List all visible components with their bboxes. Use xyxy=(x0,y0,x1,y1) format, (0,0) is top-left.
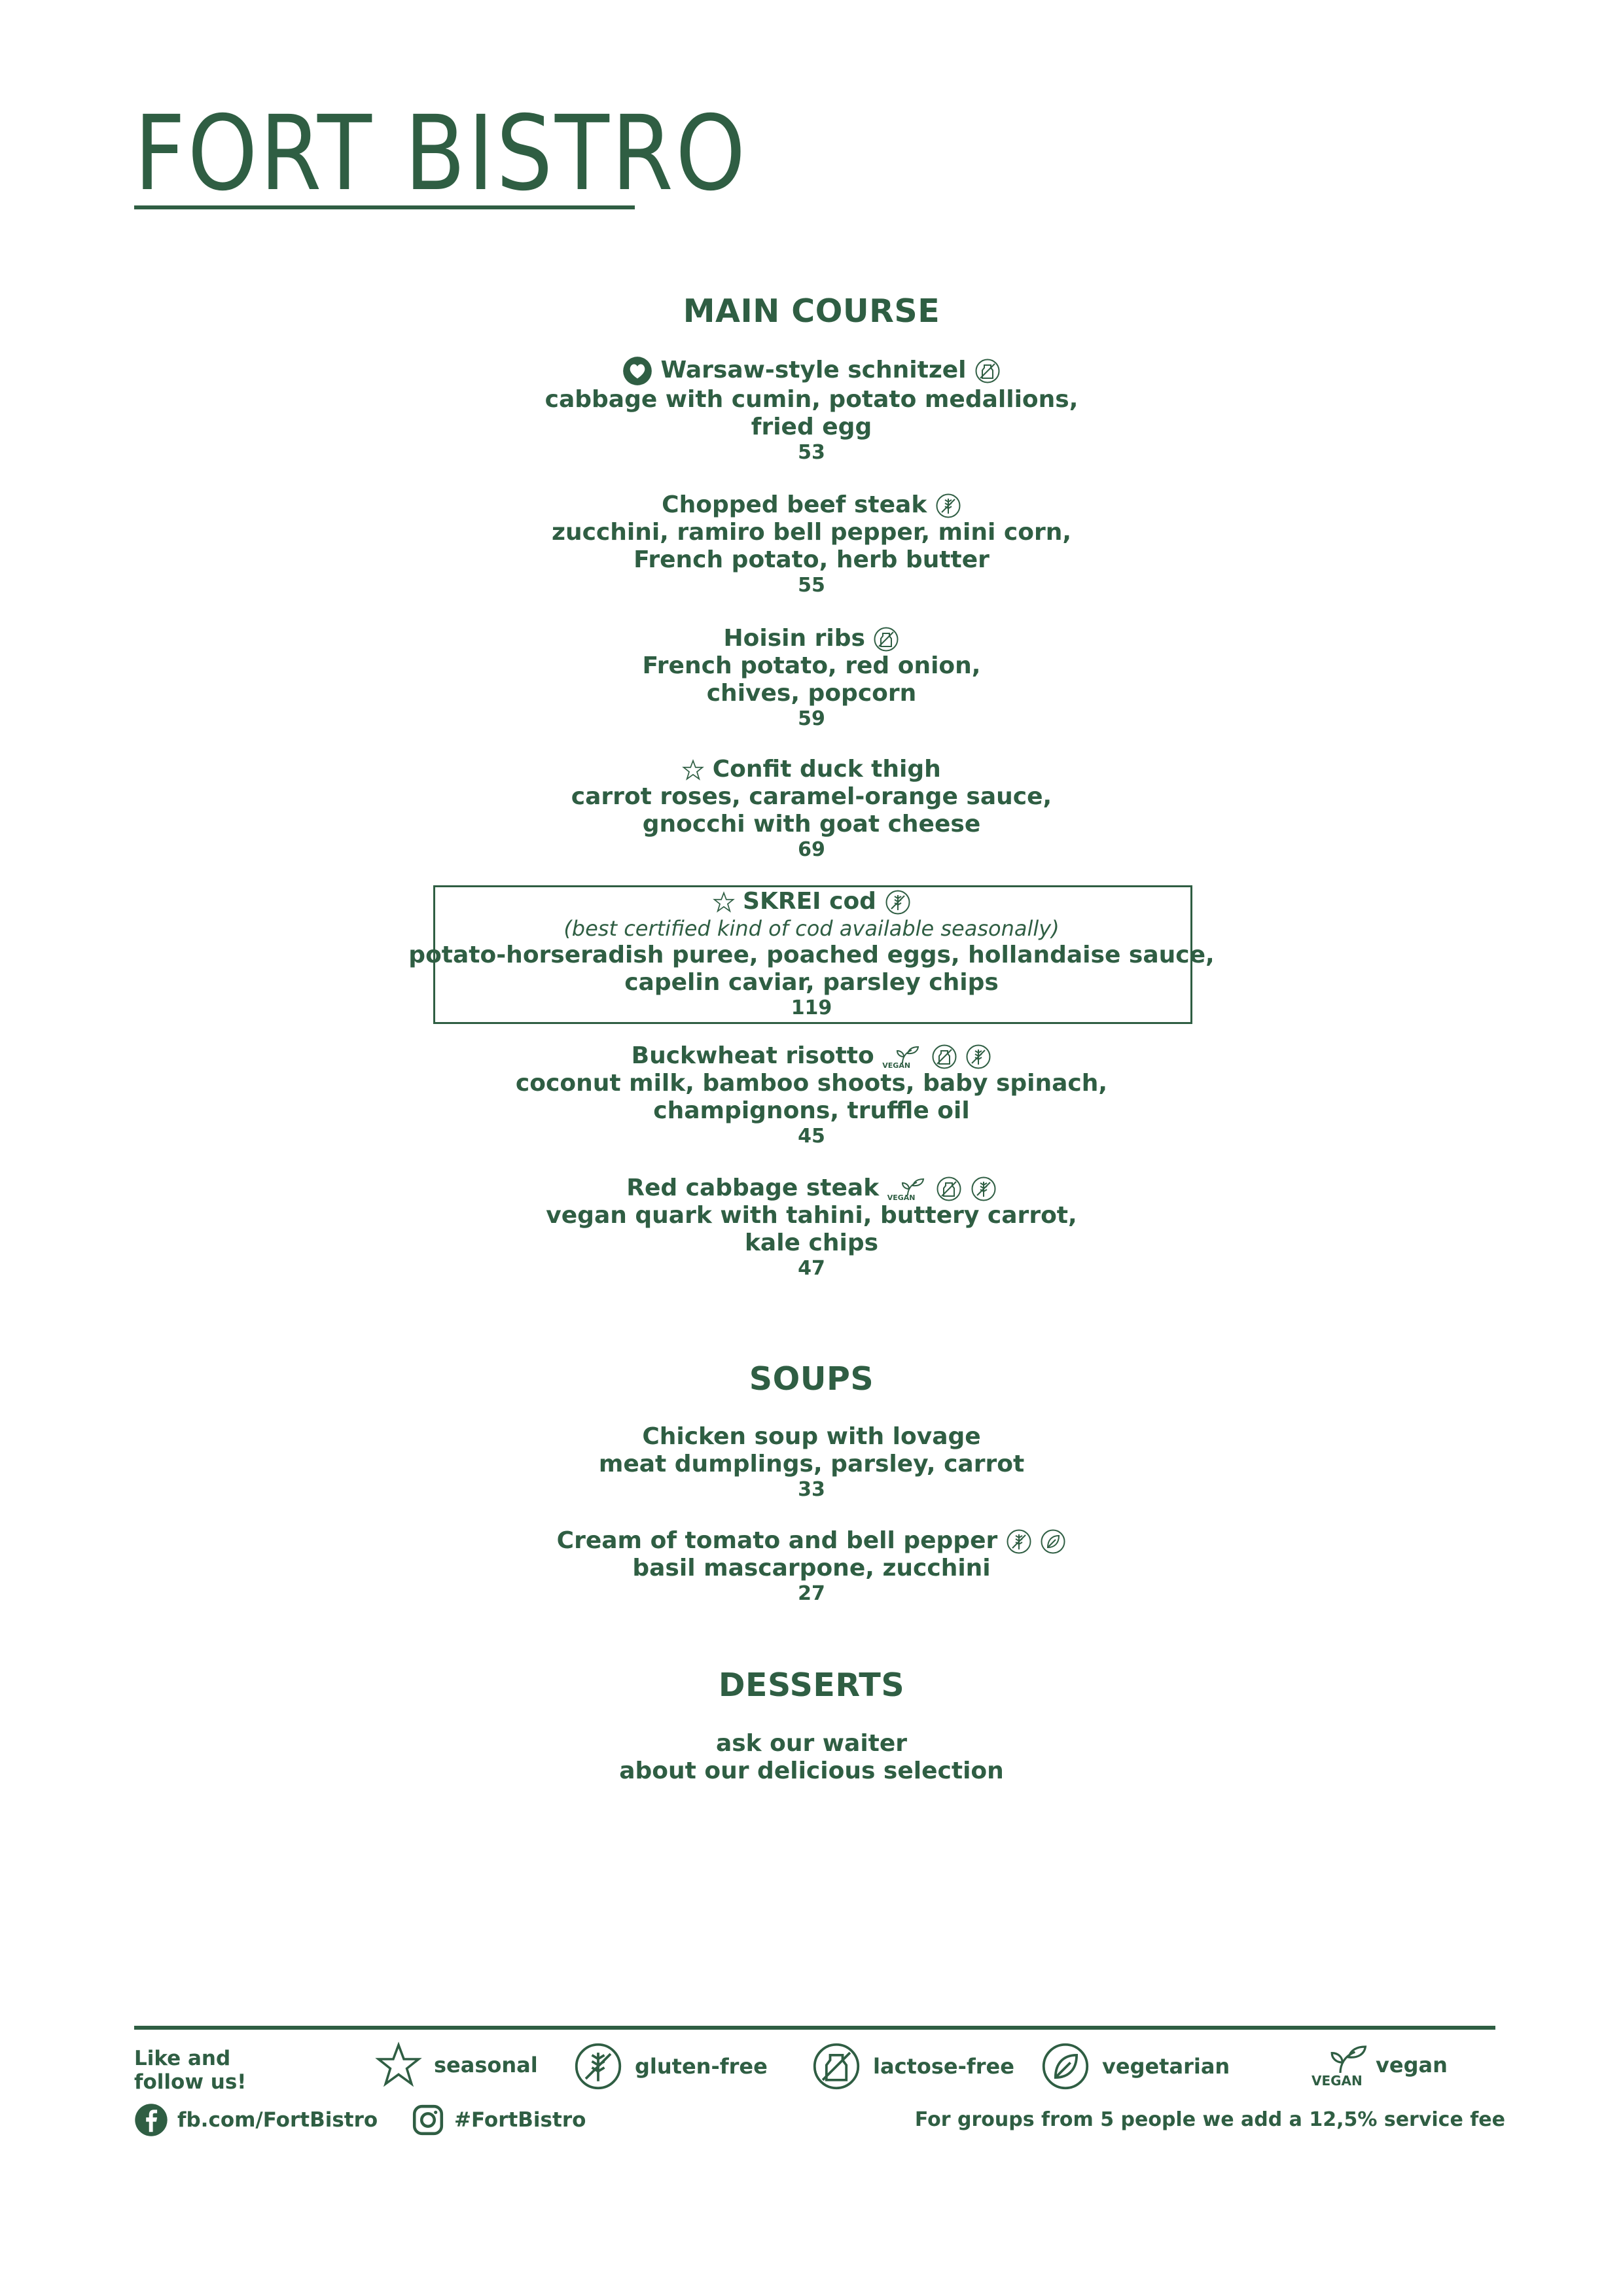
lactose-free-icon xyxy=(873,626,899,652)
dish-name-row xyxy=(0,1527,1623,1555)
dish-description: champignons, truffle oil xyxy=(653,1097,970,1124)
dish-description: French potato, red onion, xyxy=(642,652,981,679)
dish-description: capelin caviar, parsley chips xyxy=(624,969,999,996)
dish-warsaw-schnitzel xyxy=(0,356,1623,465)
dish-name: Cream of tomato and bell pepper xyxy=(556,1527,998,1554)
dish-description: cabbage with cumin, potato medallions, xyxy=(544,386,1079,413)
dish-chicken-soup xyxy=(0,1423,1623,1502)
vegan-icon xyxy=(1309,2041,1372,2089)
star-icon xyxy=(375,2041,422,2089)
lactose-free-icon xyxy=(974,358,1001,384)
vegan-mark: VEGAN xyxy=(882,1061,911,1070)
dish-description: meat dumplings, parsley, carrot xyxy=(598,1451,1025,1477)
dish-name-row xyxy=(0,888,1623,915)
dish-confit-duck-thigh xyxy=(0,756,1623,862)
legend-label: seasonal xyxy=(434,2053,538,2077)
dish-hoisin-ribs xyxy=(0,625,1623,731)
brand-logo xyxy=(134,94,748,214)
vegan-mark: VEGAN xyxy=(887,1193,916,1202)
gluten-free-icon xyxy=(573,2041,623,2091)
dish-description: potato-horseradish puree, poached eggs, hollandaise sauce, xyxy=(408,942,1215,968)
dish-description: vegan quark with tahini, buttery carrot, xyxy=(546,1202,1077,1229)
dish-name-row xyxy=(0,356,1623,386)
desserts-info xyxy=(0,1730,1623,1785)
legend-label: lactose-free xyxy=(873,2054,1014,2079)
legend-lactose-free xyxy=(812,2041,1014,2091)
dish-skrei-cod xyxy=(0,888,1623,1020)
dish-description: fried egg xyxy=(751,414,872,440)
dish-name: Chopped beef steak xyxy=(662,491,927,518)
section-title-desserts: DESSERTS xyxy=(718,1667,905,1704)
dish-name-row xyxy=(0,1042,1623,1070)
legend-label: gluten-free xyxy=(635,2054,768,2079)
gluten-free-icon xyxy=(885,889,911,915)
like-follow-text-2: follow us! xyxy=(134,2070,247,2094)
facebook-icon xyxy=(134,2103,168,2137)
dish-price: 53 xyxy=(798,441,825,464)
dish-name: Chicken soup with lovage xyxy=(642,1423,981,1450)
dish-cream-of-tomato xyxy=(0,1527,1623,1606)
dish-price: 119 xyxy=(791,997,832,1019)
vegan-icon xyxy=(882,1044,923,1070)
vegetarian-icon xyxy=(1040,1528,1066,1555)
brand-name: FORT BISTRO xyxy=(134,94,748,214)
facebook-handle: fb.com/FortBistro xyxy=(177,2108,378,2132)
desserts-line: about our delicious selection xyxy=(619,1757,1004,1784)
dish-chopped-beef-steak xyxy=(0,491,1623,597)
legend-vegan xyxy=(1309,2041,1448,2089)
heart-icon xyxy=(622,356,652,386)
star-icon xyxy=(682,759,704,781)
facebook-link[interactable] xyxy=(134,2103,378,2137)
dish-red-cabbage-steak xyxy=(0,1174,1623,1280)
instagram-handle: #FortBistro xyxy=(454,2108,586,2132)
legend-label: vegetarian xyxy=(1102,2054,1230,2079)
instagram-link[interactable] xyxy=(411,2103,586,2137)
dish-description: chives, popcorn xyxy=(706,680,917,707)
dish-price: 59 xyxy=(798,707,825,730)
instagram-icon xyxy=(411,2103,445,2137)
footer-divider xyxy=(134,2026,1495,2030)
dish-name: Red cabbage steak xyxy=(626,1174,880,1201)
legend-seasonal xyxy=(375,2041,538,2089)
section-title-soups: SOUPS xyxy=(749,1360,874,1398)
dish-price: 55 xyxy=(798,574,825,597)
dish-name: SKREI cod xyxy=(743,888,876,915)
dish-name-row xyxy=(0,756,1623,783)
vegan-mark: VEGAN xyxy=(1311,2073,1363,2089)
dish-name: Confit duck thigh xyxy=(712,756,941,783)
service-fee-note: For groups from 5 people we add a 12,5% service fee xyxy=(914,2108,1505,2131)
gluten-free-icon xyxy=(935,493,961,519)
vegetarian-icon xyxy=(1041,2041,1090,2091)
gluten-free-icon xyxy=(965,1044,991,1070)
section-title-main-course: MAIN COURSE xyxy=(683,292,940,330)
dish-name-row xyxy=(0,1174,1623,1202)
dish-description: gnocchi with goat cheese xyxy=(642,811,981,838)
lactose-free-icon xyxy=(812,2041,861,2091)
star-icon xyxy=(713,891,735,913)
lactose-free-icon xyxy=(936,1176,962,1202)
dish-description: basil mascarpone, zucchini xyxy=(632,1555,991,1581)
legend-vegetarian xyxy=(1041,2041,1230,2091)
dish-price: 27 xyxy=(798,1582,825,1605)
dish-description: coconut milk, bamboo shoots, baby spinach, xyxy=(515,1070,1108,1097)
dish-name-row xyxy=(0,491,1623,519)
dish-price: 47 xyxy=(798,1257,825,1280)
dish-name-row xyxy=(0,625,1623,652)
legend-gluten-free xyxy=(573,2041,768,2091)
desserts-line: ask our waiter xyxy=(715,1730,908,1757)
dish-note: (best certified kind of cod available seasonally) xyxy=(563,916,1060,941)
dish-description: French potato, herb butter xyxy=(633,546,990,573)
dish-buckwheat-risotto xyxy=(0,1042,1623,1148)
dish-price: 69 xyxy=(798,838,825,861)
dish-name: Buckwheat risotto xyxy=(631,1042,874,1069)
dish-description: zucchini, ramiro bell pepper, mini corn, xyxy=(551,519,1072,546)
legend-label: vegan xyxy=(1376,2053,1448,2077)
dish-name: Hoisin ribs xyxy=(723,625,865,652)
gluten-free-icon xyxy=(1006,1528,1032,1555)
dish-price: 33 xyxy=(798,1478,825,1501)
like-follow-text-1: Like and xyxy=(134,2047,231,2070)
dish-description: kale chips xyxy=(744,1229,879,1256)
vegan-icon xyxy=(887,1176,928,1202)
lactose-free-icon xyxy=(931,1044,957,1070)
dish-name: Warsaw-style schnitzel xyxy=(660,357,967,383)
gluten-free-icon xyxy=(971,1176,997,1202)
dish-price: 45 xyxy=(798,1125,825,1148)
dish-description: carrot roses, caramel-orange sauce, xyxy=(571,783,1052,810)
